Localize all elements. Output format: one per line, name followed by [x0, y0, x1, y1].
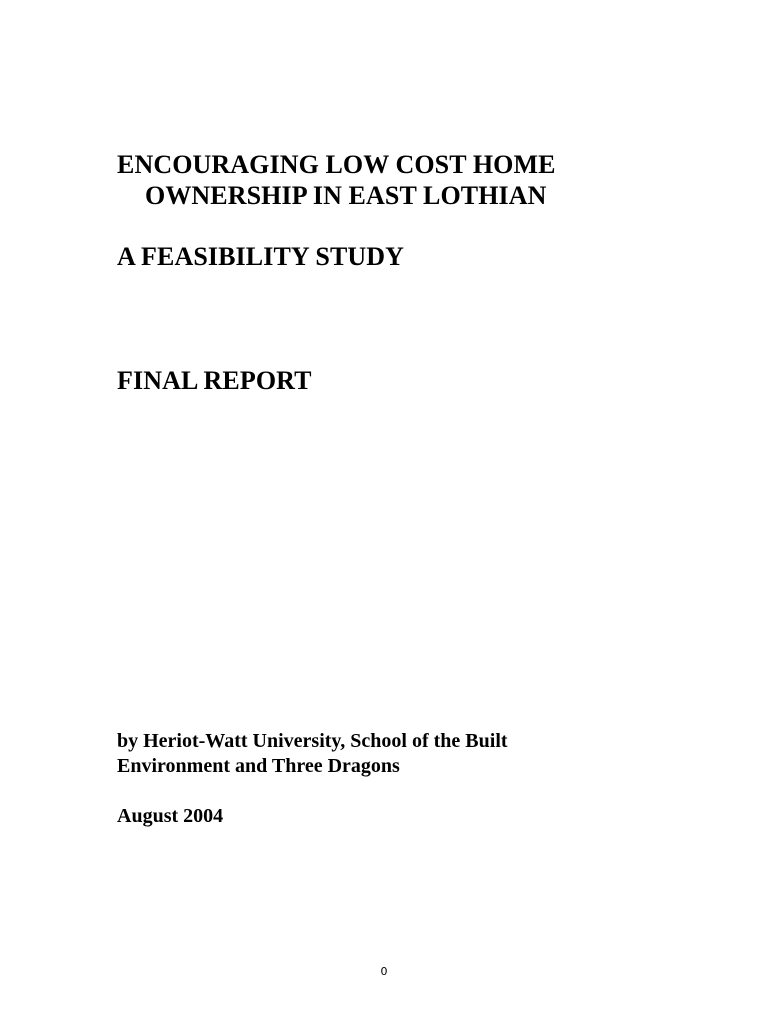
report-date: August 2004 — [117, 805, 224, 827]
author-line-2: Environment and Three Dragons — [117, 755, 400, 777]
document-title-line-1: ENCOURAGING LOW COST HOME — [117, 150, 556, 179]
report-type-heading: FINAL REPORT — [117, 366, 312, 395]
page-number: 0 — [380, 965, 388, 978]
document-title-line-2: OWNERSHIP IN EAST LOTHIAN — [145, 181, 547, 210]
document-subtitle: A FEASIBILITY STUDY — [117, 242, 405, 271]
author-line-1: by Heriot-Watt University, School of the Built — [117, 730, 508, 752]
